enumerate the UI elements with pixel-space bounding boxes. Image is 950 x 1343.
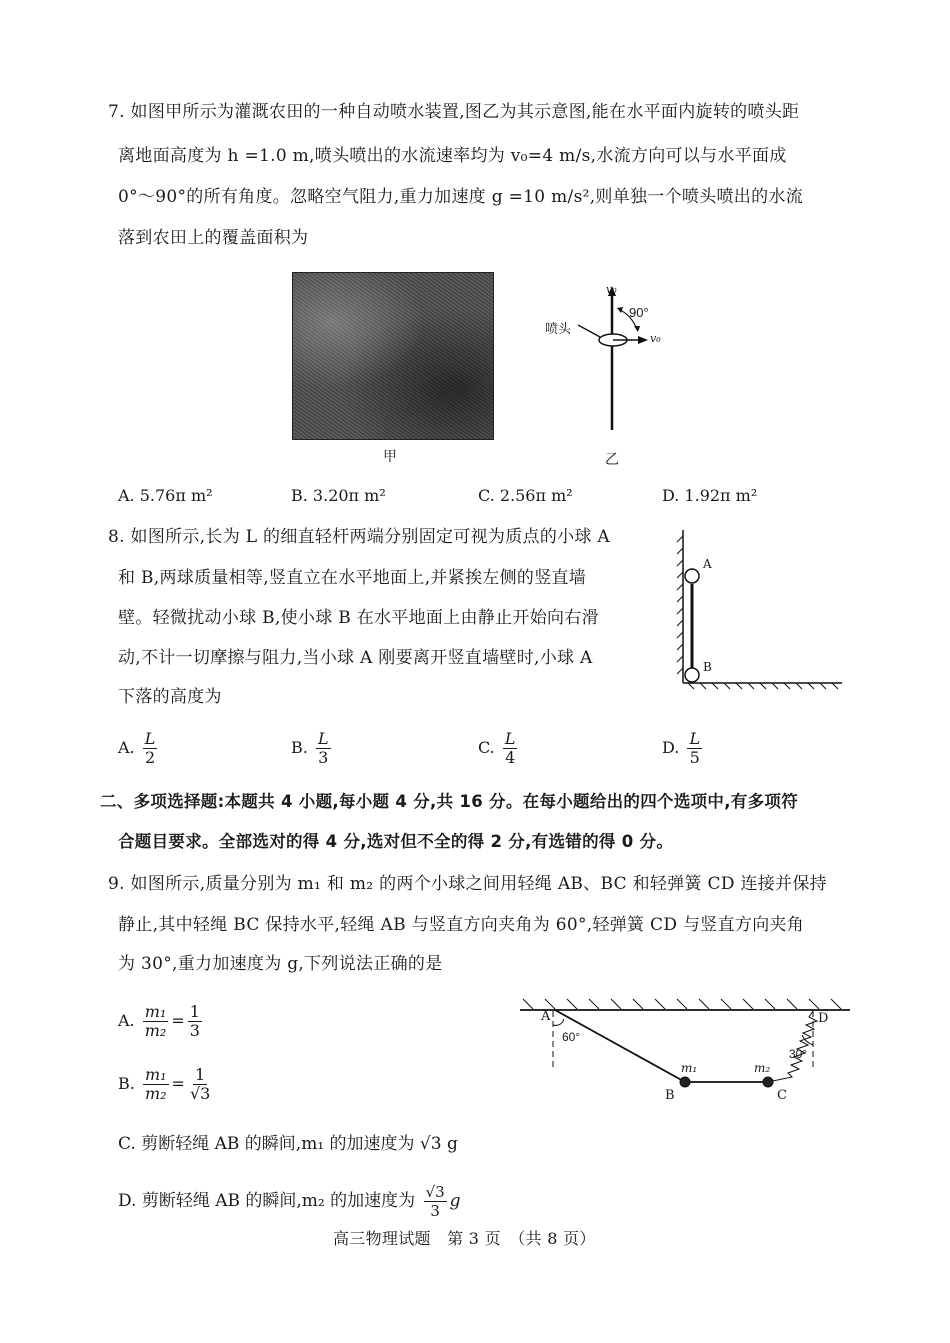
option-prefix: D.	[662, 738, 680, 757]
q8-option-c[interactable]	[478, 730, 520, 767]
option-prefix: A.	[118, 738, 135, 757]
q7-line-1: 7. 如图甲所示为灌溉农田的一种自动喷水装置,图乙为其示意图,能在水平面内旋转的喷头距	[108, 102, 800, 122]
q8-option-d[interactable]	[662, 730, 705, 767]
q8-line-4: 动,不计一切摩擦与阻力,当小球 A 刚要离开竖直墙壁时,小球 A	[118, 648, 593, 668]
q7-line-2: 离地面高度为 h =1.0 m,喷头喷出的水流速率均为 v₀=4 m/s,水流方向可以与水平面成	[118, 146, 787, 166]
q7-option-c[interactable]: C. 2.56π m²	[478, 486, 573, 505]
irrigation-photo	[292, 272, 494, 440]
q9-option-b[interactable]: B. $\frac{\text{m₁}}{\text{m₂}}$ = $\frac{1}{√3}$	[118, 1065, 211, 1103]
figure-jia-caption: 甲	[383, 449, 397, 465]
q9-option-c[interactable]: C. 剪断轻绳 AB 的瞬间,m₁ 的加速度为 √3 g	[118, 1134, 458, 1154]
q7-option-a[interactable]: A. 5.76π m²	[118, 486, 213, 505]
q9-line-1: 9. 如图所示,质量分别为 m₁ 和 m₂ 的两个小球之间用轻绳 AB、BC 和轻弹簧 CD 连接并保持	[108, 874, 827, 894]
point-a-label: A	[541, 1009, 551, 1024]
v0-right-label: v₀	[650, 332, 661, 345]
point-d-label: D	[818, 1011, 829, 1026]
fraction: $\frac{√3}{3}$	[425, 1183, 445, 1220]
ball-b-label: B	[703, 660, 712, 674]
fraction-right: $\frac{1}{3}$	[189, 1002, 200, 1040]
point-b-label: B	[665, 1088, 675, 1103]
m2-label: m₂	[754, 1061, 771, 1075]
nozzle-label: 喷头	[545, 322, 572, 337]
figure-yi-caption: 乙	[605, 452, 619, 468]
q8-line-3: 壁。轻微扰动小球 B,使小球 B 在水平地面上由静止开始向右滑	[118, 608, 599, 628]
q8-line-5: 下落的高度为	[118, 687, 222, 707]
q8-option-a[interactable]	[118, 730, 160, 767]
nozzle-diagram	[530, 280, 690, 440]
m1-label: m₁	[681, 1061, 698, 1075]
q9-line-3: 为 30°,重力加速度为 g,下列说法正确的是	[118, 954, 443, 974]
section-2-heading-line-2: 合题目要求。全部选对的得 4 分,选对但不全的得 2 分,有选错的得 0 分。	[118, 832, 674, 851]
option-prefix: B.	[118, 1074, 135, 1093]
option-prefix: B.	[291, 738, 308, 757]
option-prefix: C.	[478, 738, 495, 757]
angle-90-label: 90°	[629, 305, 649, 320]
q7-option-b[interactable]: B. 3.20π m²	[291, 486, 386, 505]
fraction: $\frac{L}{4}$	[504, 729, 516, 767]
angle-60-label: 60°	[562, 1030, 581, 1044]
page-footer: 高三物理试题 第 3 页 （共 8 页）	[333, 1229, 596, 1248]
fraction-right: $\frac{1}{√3}$	[189, 1065, 211, 1103]
q8-option-b[interactable]	[291, 730, 334, 767]
q7-option-d[interactable]: D. 1.92π m²	[662, 486, 758, 505]
fraction: $\frac{L}{5}$	[689, 729, 701, 767]
q8-line-2: 和 B,两球质量相等,竖直立在水平地面上,并紧挨左侧的竖直墙	[118, 568, 587, 588]
q7-line-4: 落到农田上的覆盖面积为	[118, 228, 309, 248]
option-prefix: A.	[118, 1011, 135, 1030]
fraction: $\frac{L}{2}$	[144, 729, 156, 767]
fraction: $\frac{L}{3}$	[317, 729, 329, 767]
q8-line-1: 8. 如图所示,长为 L 的细直轻杆两端分别固定可视为质点的小球 A	[108, 527, 611, 547]
q9-line-2: 静止,其中轻绳 BC 保持水平,轻绳 AB 与竖直方向夹角为 60°,轻弹簧 CD 与竖直方向夹角	[118, 915, 805, 935]
section-2-heading-line-1: 二、多项选择题:本题共 4 小题,每小题 4 分,共 16 分。在每小题给出的四个选项中,有多项符	[100, 792, 798, 811]
fraction-left: $\frac{\text{m₁}}{\text{m₂}}$	[144, 1065, 167, 1103]
q9-option-a[interactable]: A. $\frac{\text{m₁}}{\text{m₂}}$ = $\frac{1}{3}$	[118, 1002, 200, 1040]
v0-up-label: v₀	[606, 283, 617, 296]
fraction-left: $\frac{\text{m₁}}{\text{m₂}}$	[144, 1002, 167, 1040]
point-c-label: C	[777, 1088, 787, 1103]
angle-30-label: 30°	[789, 1047, 808, 1061]
ball-a-label: A	[703, 557, 712, 571]
q7-line-3: 0°～90°的所有角度。忽略空气阻力,重力加速度 g =10 m/s²,则单独一个喷头喷出的水流	[118, 187, 804, 207]
q9-option-d[interactable]: D. 剪断轻绳 AB 的瞬间,m₂ 的加速度为 $\frac{√3}{3}$ g	[118, 1183, 461, 1220]
rod-wall-diagram	[672, 528, 847, 693]
